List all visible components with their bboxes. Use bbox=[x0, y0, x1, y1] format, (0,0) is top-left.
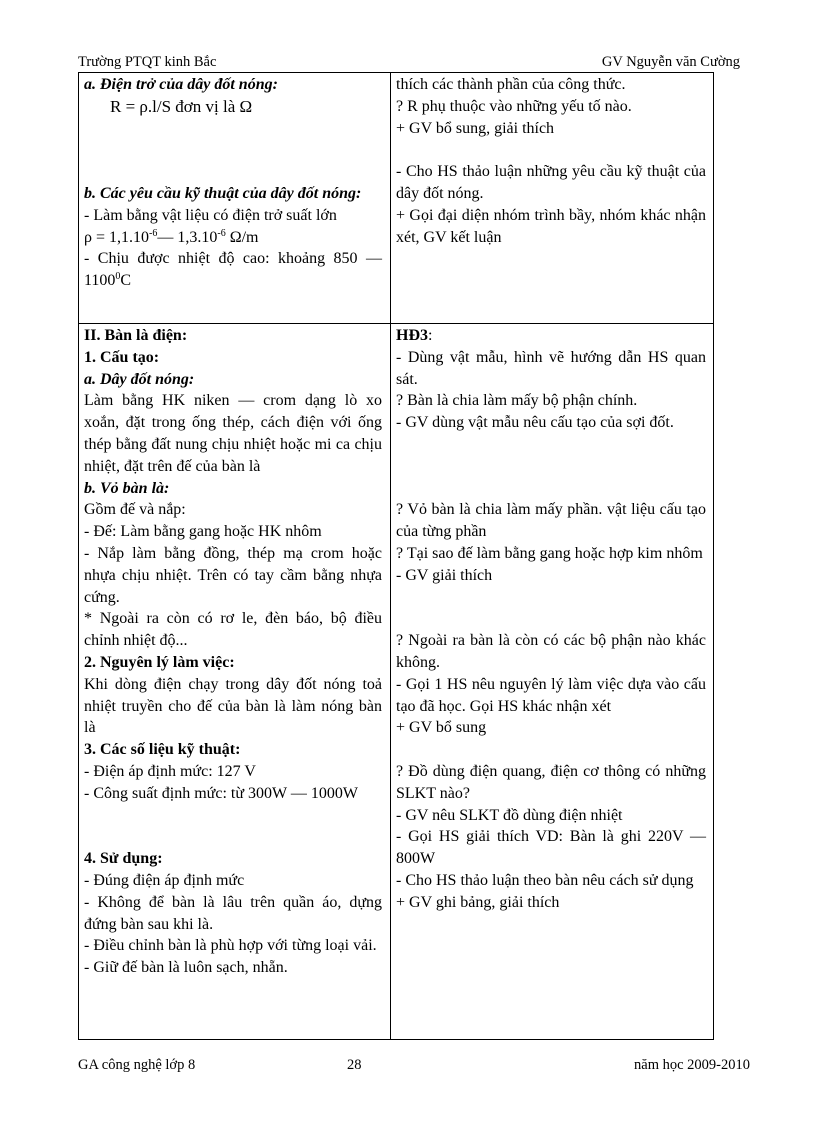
activity-line: thích các thành phần của công thức. bbox=[396, 76, 626, 93]
row1-right-cell bbox=[396, 74, 706, 248]
activity-heading: HĐ3: bbox=[396, 327, 433, 344]
technical-data-title: 3. Các số liệu kỹ thuật: bbox=[84, 741, 241, 759]
activity-line: - GV giải thích bbox=[396, 566, 493, 584]
shell-line: * Ngoài ra còn có rơ le, đèn báo, bộ điều chỉnh nhiệt độ... bbox=[84, 610, 382, 650]
activity-line: - Dùng vật mẫu, hình vẽ hướng dẫn HS quan sát. bbox=[396, 348, 706, 388]
resistivity-range: $\rho = 1,1.10^{-6}—$ $1,3.10^{-6}$ Ω/m bbox=[84, 227, 259, 246]
column-divider bbox=[390, 72, 391, 1040]
activity-line: + Gọi đại diện nhóm trình bầy, nhóm khác nhận xét, GV kết luận bbox=[396, 206, 706, 246]
row1-left-cell bbox=[84, 74, 382, 292]
footer-school-year: năm học 2009-2010 bbox=[634, 1057, 750, 1073]
technical-data-line: - Công suất định mức: từ 300W — 1000W bbox=[84, 784, 358, 802]
heating-wire-text: Làm bằng HK niken — crom dạng lò xo xoắn, đặt trong ống thép, cách điện với ống thép bằng đất nung chịu nhiệt hoặc mi ca chịu nhiệt, đặt trên đế của bàn là bbox=[84, 392, 382, 475]
activity-line: + GV bổ sung, giải thích bbox=[396, 119, 555, 137]
activity-line: + GV ghi bảng, giải thích bbox=[396, 893, 560, 911]
footer-subject: GA công nghệ lớp 8 bbox=[78, 1057, 196, 1073]
activity-line: ? Vỏ bàn là chia làm mấy phần. vật liệu cấu tạo của từng phần bbox=[396, 501, 706, 541]
requirement-line: - Làm bằng vật liệu có điện trở suất lớn bbox=[84, 206, 337, 224]
usage-title: 4. Sử dụng: bbox=[84, 850, 163, 868]
technical-requirements-title: b. Các yêu cầu kỹ thuật của dây đốt nóng: bbox=[84, 184, 362, 202]
resistance-formula: R = ρ.l/S đơn vị là Ω bbox=[110, 96, 253, 116]
activity-line: - GV nêu SLKT đồ dùng điện nhiệt bbox=[396, 806, 623, 824]
activity-line: + GV bổ sung bbox=[396, 719, 487, 737]
row-divider bbox=[78, 323, 714, 324]
row2-right-cell bbox=[396, 325, 706, 914]
working-principle-text: Khi dòng điện chạy trong dây đốt nóng toả nhiệt truyền cho đế của bàn là làm nóng bàn là bbox=[84, 675, 382, 737]
header-teacher: GV Nguyễn văn Cường bbox=[601, 54, 740, 70]
activity-line: - GV dùng vật mẫu nêu cấu tạo của sợi đốt. bbox=[396, 414, 674, 432]
section-title-electric-iron: II. Bàn là điện: bbox=[84, 327, 188, 344]
usage-line: - Điều chỉnh bàn là phù hợp với từng loại vải. bbox=[84, 937, 377, 955]
page-number: 28 bbox=[347, 1057, 362, 1073]
activity-line: - Gọi HS giải thích VD: Bàn là ghi 220V — 800W bbox=[396, 828, 706, 868]
shell-line: - Đế: Làm bằng gang hoặc HK nhôm bbox=[84, 523, 322, 541]
shell-line: Gồm đế và nắp: bbox=[84, 501, 186, 519]
usage-line: - Giữ đế bàn là luôn sạch, nhẵn. bbox=[84, 959, 288, 977]
shell-line: - Nắp làm bằng đồng, thép mạ crom hoặc nhựa chịu nhiệt. Trên có tay cầm bằng nhựa cứng. bbox=[84, 544, 382, 606]
usage-line: - Không để bàn là lâu trên quần áo, dựng đứng bàn sau khi là. bbox=[84, 893, 382, 933]
technical-data-line: - Điện áp định mức: 127 V bbox=[84, 762, 256, 780]
heating-wire-title: a. Dây đốt nóng: bbox=[84, 370, 195, 388]
activity-line: - Cho HS thảo luận những yêu cầu kỹ thuật của dây đốt nóng. bbox=[396, 163, 706, 202]
header-school: Trường PTQT kinh Bắc bbox=[78, 54, 217, 70]
activity-line: ? Ngoài ra bàn là còn có các bộ phận nào khác không. bbox=[396, 632, 706, 671]
activity-line: ? Tại sao đế làm bằng gang hoặc hợp kim nhôm bbox=[396, 544, 703, 562]
working-principle-title: 2. Nguyên lý làm việc: bbox=[84, 653, 235, 671]
structure-title: 1. Cấu tạo: bbox=[84, 348, 160, 366]
usage-line: - Đúng điện áp định mức bbox=[84, 871, 245, 889]
heating-wire-resistance-title: a. Điện trở của dây đốt nóng: bbox=[84, 76, 278, 93]
activity-line: ? R phụ thuộc vào những yếu tố nào. bbox=[396, 97, 632, 115]
activity-line: ? Bàn là chia làm mấy bộ phận chính. bbox=[396, 392, 638, 410]
activity-line: - Gọi 1 HS nêu nguyên lý làm việc dựa vào cấu tạo đã học. Gọi HS khác nhận xét bbox=[396, 675, 706, 715]
row2-left-cell bbox=[84, 325, 382, 979]
temperature-requirement: - Chịu được nhiệt độ cao: khoảng 850 — 1100$^0$C bbox=[84, 250, 382, 290]
iron-shell-title: b. Vỏ bàn là: bbox=[84, 479, 170, 497]
activity-line: - Cho HS thảo luận theo bàn nêu cách sử dụng bbox=[396, 871, 694, 889]
activity-line: ? Đồ dùng điện quang, điện cơ thông có những SLKT nào? bbox=[396, 762, 706, 802]
